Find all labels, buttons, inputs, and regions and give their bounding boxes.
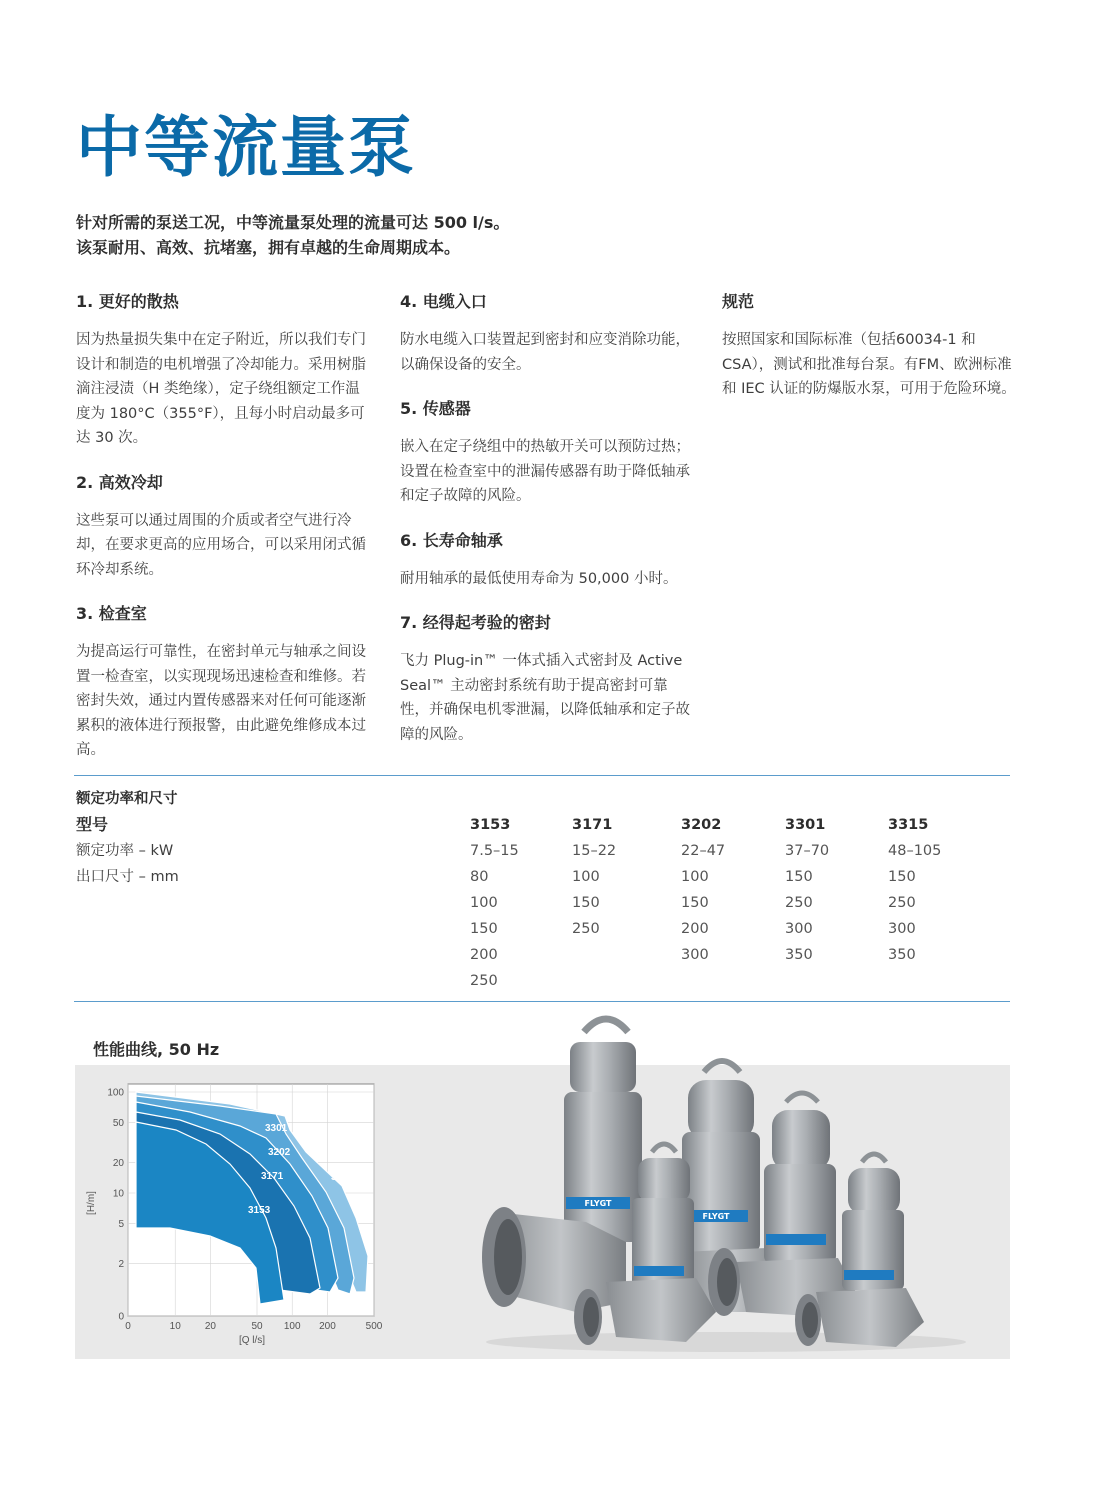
section-body: 飞力 Plug-in™ 一体式插入式密封及 Active Seal™ 主动密封系统有助于提高密封可靠性，并确保电机零泄漏，以降低轴承和定子故障的风险。 bbox=[400, 653, 690, 743]
outlet-cell: 250 bbox=[785, 895, 813, 911]
outlet-cell: 200 bbox=[681, 921, 709, 937]
y-axis bbox=[107, 1088, 124, 1323]
section-heading: 3. 检查室 bbox=[76, 604, 147, 623]
outlet-cell: 300 bbox=[785, 921, 813, 937]
section-efficient-cooling bbox=[76, 471, 371, 583]
column-3 bbox=[722, 290, 1017, 422]
section-body: 这些泵可以通过周围的介质或者空气进行冷却，在要求更高的应用场合，可以采用闭式循环冷却系统。 bbox=[76, 512, 366, 578]
specs-heading: 额定功率和尺寸 bbox=[76, 791, 178, 807]
model-cell: 3315 bbox=[888, 817, 929, 833]
model-cell: 3171 bbox=[572, 817, 613, 833]
section-heading: 4. 电缆入口 bbox=[400, 292, 487, 311]
outlet-cell bbox=[681, 968, 785, 994]
outlet-cell: 150 bbox=[572, 895, 600, 911]
model-cell: 3301 bbox=[785, 817, 826, 833]
power-cell: 22–47 bbox=[681, 843, 726, 859]
outlet-cell: 150 bbox=[785, 869, 813, 885]
outlet-cell: 100 bbox=[470, 895, 498, 911]
y-tick-label: 0 bbox=[118, 1311, 124, 1323]
power-label: 额定功率 – kW bbox=[76, 843, 174, 859]
outlet-cell bbox=[888, 968, 988, 994]
outlet-cell: 300 bbox=[888, 921, 916, 937]
outlet-cell: 150 bbox=[470, 921, 498, 937]
section-heading: 1. 更好的散热 bbox=[76, 292, 179, 311]
section-seals bbox=[400, 611, 695, 747]
section-heading: 2. 高效冷却 bbox=[76, 472, 163, 492]
y-tick-label: 10 bbox=[112, 1188, 124, 1200]
divider-bottom bbox=[74, 1001, 1010, 1002]
outlet-cell: 250 bbox=[470, 973, 498, 989]
curve-label-3315: 3315 bbox=[331, 1172, 354, 1183]
outlet-row bbox=[76, 864, 1010, 890]
power-row bbox=[76, 838, 1010, 864]
outlet-cell: 150 bbox=[888, 869, 916, 885]
y-tick-label: 50 bbox=[112, 1117, 124, 1129]
section-body: 按照国家和国际标准（包括60034-1 和 CSA），测试和批准每台泵。有FM、欧洲标准和 IEC 认证的防爆版水泵，可用于危险环境。 bbox=[722, 332, 1016, 397]
x-tick-label: 500 bbox=[365, 1321, 383, 1332]
models-row bbox=[76, 812, 1010, 838]
specs-table bbox=[76, 786, 1010, 994]
model-label: 型号 bbox=[76, 815, 109, 834]
outlet-cell: 300 bbox=[681, 947, 709, 963]
pump-large-left bbox=[482, 1019, 642, 1312]
x-tick-label: 0 bbox=[125, 1321, 131, 1332]
pump-illustration bbox=[466, 1012, 986, 1357]
column-2 bbox=[400, 290, 695, 767]
page-title: 中等流量泵 bbox=[76, 109, 416, 186]
x-axis bbox=[125, 1321, 383, 1332]
power-cell: 48–105 bbox=[888, 843, 942, 859]
brand-label: FLYGT bbox=[584, 1199, 612, 1208]
power-cell: 7.5–15 bbox=[470, 843, 519, 859]
outlet-cell: 250 bbox=[572, 921, 600, 937]
intro-line-2: 该泵耐用、高效、抗堵塞，拥有卓越的生命周期成本。 bbox=[76, 238, 461, 257]
section-heading: 6. 长寿命轴承 bbox=[400, 530, 503, 550]
y-tick-label: 100 bbox=[107, 1087, 124, 1099]
section-heading: 7. 经得起考验的密封 bbox=[400, 613, 551, 632]
outlet-label: 出口尺寸 – mm bbox=[76, 869, 179, 885]
power-cell: 37–70 bbox=[785, 843, 830, 859]
y-tick-label: 2 bbox=[118, 1259, 124, 1271]
curve-label-3153: 3153 bbox=[248, 1205, 271, 1216]
outlet-cell: 100 bbox=[572, 869, 600, 885]
x-tick-label: 50 bbox=[251, 1321, 263, 1332]
divider-top bbox=[74, 775, 1010, 776]
curve-label-3301: 3301 bbox=[265, 1123, 288, 1134]
y-axis-label: [H/m] bbox=[86, 1191, 97, 1215]
section-sensors bbox=[400, 397, 695, 509]
x-axis-label: [Q l/s] bbox=[238, 1335, 266, 1346]
outlet-cell: 80 bbox=[470, 869, 489, 885]
outlet-cell bbox=[572, 942, 681, 968]
outlet-cell bbox=[785, 968, 888, 994]
curve-label-3171: 3171 bbox=[261, 1171, 284, 1182]
section-heading: 规范 bbox=[722, 292, 755, 311]
outlet-cell: 350 bbox=[888, 947, 916, 963]
x-tick-label: 10 bbox=[169, 1321, 181, 1332]
section-body: 因为热量损失集中在定子附近，所以我们专门设计和制造的电机增强了冷却能力。采用树脂滴注浸渍（H 类绝缘），定子绕组额定工作温度为 180°C（355°F），且每小时启动最多可达 30 次。 bbox=[76, 332, 366, 446]
section-bearings bbox=[400, 529, 695, 592]
outlet-row bbox=[76, 916, 1010, 942]
column-1 bbox=[76, 290, 371, 783]
section-inspection-chamber bbox=[76, 602, 371, 763]
intro bbox=[76, 210, 976, 260]
outlet-cell: 150 bbox=[681, 895, 709, 911]
y-tick-label: 5 bbox=[118, 1218, 124, 1230]
intro-line-1: 针对所需的泵送工况，中等流量泵处理的流量可达 500 l/s。 bbox=[76, 213, 510, 232]
outlet-row bbox=[76, 968, 1010, 994]
section-body: 为提高运行可靠性，在密封单元与轴承之间设置一检查室，以实现现场迅速检查和维修。若密封失效，通过内置传感器来对任何可能逐渐累积的液体进行预报警，由此避免维修成本过高。 bbox=[76, 644, 366, 758]
model-cell: 3202 bbox=[681, 817, 722, 833]
performance-title: 性能曲线, 50 Hz bbox=[93, 1040, 220, 1059]
section-body: 防水电缆入口装置起到密封和应变消除功能，以确保设备的安全。 bbox=[400, 332, 690, 373]
power-cell: 15–22 bbox=[572, 843, 617, 859]
section-body: 耐用轴承的最低使用寿命为 50,000 小时。 bbox=[400, 570, 678, 587]
brand-label: FLYGT bbox=[702, 1212, 730, 1221]
x-tick-label: 200 bbox=[319, 1321, 336, 1332]
model-cell: 3153 bbox=[470, 817, 511, 833]
outlet-cell: 250 bbox=[888, 895, 916, 911]
performance-chart bbox=[80, 1078, 383, 1350]
outlet-cell bbox=[572, 968, 681, 994]
outlet-cell: 100 bbox=[681, 869, 709, 885]
outlet-row bbox=[76, 890, 1010, 916]
section-cable-entry bbox=[400, 290, 695, 377]
outlet-cell: 200 bbox=[470, 947, 498, 963]
y-tick-label: 20 bbox=[112, 1158, 124, 1170]
curve-label-3202: 3202 bbox=[268, 1147, 291, 1158]
x-tick-label: 100 bbox=[283, 1321, 301, 1332]
section-standards bbox=[722, 290, 1017, 402]
section-cooling bbox=[76, 290, 371, 451]
x-tick-label: 20 bbox=[204, 1321, 217, 1332]
outlet-cell: 350 bbox=[785, 947, 813, 963]
section-body: 嵌入在定子绕组中的热敏开关可以预防过热；设置在检查室中的泄漏传感器有助于降低轴承和定子故障的风险。 bbox=[400, 439, 690, 504]
outlet-row bbox=[76, 942, 1010, 968]
section-heading: 5. 传感器 bbox=[400, 399, 471, 418]
